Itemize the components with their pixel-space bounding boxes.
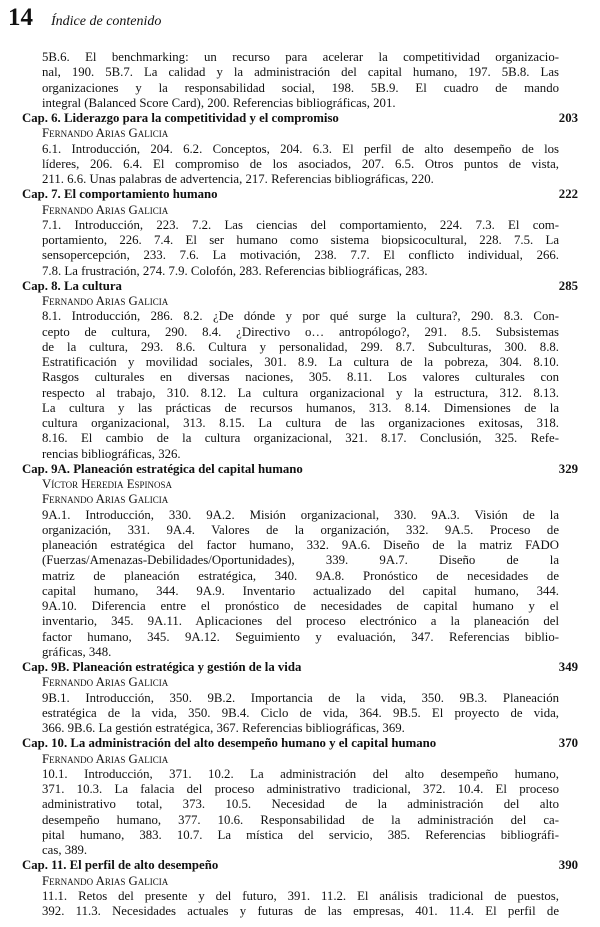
chapter-heading — [22, 736, 578, 751]
chapter-page-number: 349 — [558, 660, 578, 674]
chapter-title: Cap. 9A. Planeación estratégica del capital humano — [22, 461, 303, 476]
toc-entry-line: administrativo total, 373. 10.5. Necesidad de la administración del alto — [42, 797, 559, 812]
toc-entry-line: sensopercepción, 233. 7.6. La motivación, 238. 7.7. El conflicto individual, 266. — [42, 248, 559, 263]
toc-entry-line: organizaciones y la responsabilidad social, 198. 5B.9. El cuadro de mando — [42, 80, 559, 95]
toc-entry-line: 9A.1. Introducción, 330. 9A.2. Misión organizacional, 330. 9A.3. Visión de la — [42, 507, 559, 522]
toc-entry-line: rencias bibliográficas, 326. — [42, 446, 181, 461]
toc-entry-line: de la cultura, 293. 8.6. Cultura y personalidad, 299. 8.7. Subculturas, 300. 8.8. — [42, 339, 559, 354]
chapter-author: Fernando Arias Galicia — [42, 294, 169, 308]
toc-entry-line: 8.16. El cambio de la cultura organizacional, 321. 8.17. Conclusión, 325. Refe- — [42, 431, 559, 446]
toc-entry-line: 8.1. Introducción, 286. 8.2. ¿De dónde y por qué surge la cultura?, 290. 8.3. Con- — [42, 309, 559, 324]
chapter-page-number: 285 — [558, 278, 578, 293]
chapter-author: Fernando Arias Galicia — [42, 675, 169, 690]
toc-entry-line: portamiento, 226. 7.4. El ser humano como sistema biopsicocultural, 228. 7.5. La — [42, 233, 559, 247]
toc-entry-line: líderes, 206. 6.4. El compromiso de los asociados, 207. 6.5. Otros puntos de vista, — [42, 156, 559, 171]
toc-entry-line: 211. 6.6. Unas palabras de advertencia, 217. Referencias bibliográficas, 220. — [42, 172, 434, 186]
chapter-title: Cap. 10. La administración del alto desempeño humano y el capital humano — [22, 736, 437, 751]
toc-entry-line: 371. 10.3. La falacia del proceso administrativo tradicional, 372. 10.4. El proceso — [42, 782, 559, 796]
chapter-heading — [22, 462, 578, 477]
toc-entry-line: desempeño humano, 377. 10.6. Responsabilidad de la administración del ca- — [42, 812, 559, 827]
toc-entry-line: 9A.10. Diferencia entre el pronóstico de necesidades de capital humano y el — [42, 599, 559, 613]
chapter-title: Cap. 8. La cultura — [22, 278, 122, 293]
toc-entry-line: 7.1. Introducción, 223. 7.2. Las ciencias del comportamiento, 224. 7.3. El com- — [42, 217, 559, 232]
chapter-heading — [22, 660, 578, 675]
toc-entry-line: inventario, 345. 9A.11. Aplicaciones del proceso electrónico a la planeación del — [42, 614, 559, 629]
chapter-title: Cap. 9B. Planeación estratégica y gestión de la vida — [22, 660, 302, 674]
toc-entry-line: Estratificación y movilidad sociales, 301. 8.9. La cultura de la pobreza, 304. 8.10. — [42, 355, 559, 369]
chapter-heading — [22, 111, 578, 126]
toc-entry-line: factor humano, 345. 9A.12. Seguimiento y evaluación, 347. Referencias biblio- — [42, 629, 559, 644]
chapter-author: Fernando Arias Galicia — [42, 202, 169, 217]
toc-entry-line: 11.1. Retos del presente y del futuro, 391. 11.2. El análisis tradicional de puestos, — [42, 888, 559, 903]
toc-entry-line: planeación estratégica del factor humano, 332. 9A.6. Diseño de la matriz FADO — [42, 538, 559, 552]
chapter-heading — [22, 858, 578, 873]
chapter-title: Cap. 11. El perfil de alto desempeño — [22, 858, 219, 873]
toc-entry-line: 366. 9B.6. La gestión estratégica, 367. Referencias bibliográficas, 369. — [42, 721, 405, 735]
toc-entry-line: cas, 389. — [42, 843, 88, 857]
toc-entry-line: 5B.6. El benchmarking: un recurso para acelerar la competitividad organizacio- — [42, 50, 559, 64]
toc-entry-line: capital humano, 344. 9A.9. Inventario actualizado del capital humano, 344. — [42, 583, 559, 598]
toc-entry-line: La cultura y las prácticas de recursos humanos, 313. 8.14. Dimensiones de la — [42, 400, 559, 415]
chapter-author: Víctor Heredia Espinosa — [42, 477, 173, 491]
chapter-title: Cap. 6. Liderazgo para la competitividad y el compromiso — [22, 111, 339, 125]
toc-entry-line: matriz de planeación estratégica, 340. 9A.8. Pronóstico de necesidades de — [42, 568, 559, 583]
toc-entry-line: 392. 11.3. Necesidades actuales y futuras de las empresas, 401. 11.4. El perfil de — [42, 904, 559, 918]
toc-entry-line: 6.1. Introducción, 204. 6.2. Conceptos, 204. 6.3. El perfil de alto desempeño de los — [42, 141, 559, 156]
toc-entry-line: 9B.1. Introducción, 350. 9B.2. Importancia de la vida, 350. 9B.3. Planeación — [42, 690, 559, 705]
table-of-contents — [0, 50, 600, 919]
chapter-page-number: 390 — [558, 858, 578, 873]
running-title: Índice de contenido — [51, 14, 162, 29]
toc-entry-line: organización, 331. 9A.4. Valores de la organización, 332. 9A.5. Proceso de — [42, 522, 559, 537]
running-header — [8, 4, 161, 34]
toc-entry-line: cultura organizacional, 313. 8.15. La cultura de las organizaciones exitosas, 318. — [42, 416, 559, 430]
toc-entry-line: pital humano, 383. 10.7. La mística del servicio, 385. Referencias bibliográfi- — [42, 827, 559, 842]
toc-entry-line: 7.8. La frustración, 274. 7.9. Colofón, 283. Referencias bibliográficas, 283. — [42, 263, 428, 278]
chapter-page-number: 203 — [558, 111, 578, 125]
chapter-page-number: 329 — [558, 461, 578, 476]
chapter-heading — [22, 279, 578, 294]
toc-entry-line: nal, 190. 5B.7. La calidad y la administración del capital humano, 197. 5B.8. Las — [42, 65, 559, 80]
chapter-author: Fernando Arias Galicia — [42, 873, 169, 888]
toc-entry-line: Rasgos culturales en diversas naciones, 305. 8.11. Los valores culturales con — [42, 370, 559, 385]
toc-entry-line: integral (Balanced Score Card), 200. Referencias bibliográficas, 201. — [42, 95, 396, 110]
chapter-heading — [22, 187, 578, 202]
chapter-author: Fernando Arias Galicia — [42, 126, 169, 141]
toc-entry-line: estratégica de la vida, 350. 9B.4. Ciclo de vida, 364. 9B.5. El proyecto de vida, — [42, 705, 559, 720]
toc-entry-line: 10.1. Introducción, 371. 10.2. La administración del alto desempeño humano, — [42, 766, 559, 781]
chapter-author: Fernando Arias Galicia — [42, 492, 169, 507]
chapter-page-number: 222 — [558, 187, 578, 202]
toc-entry-line: respecto al trabajo, 310. 8.12. La cultura organizacional y la estructura, 312. 8.13. — [42, 385, 559, 400]
chapter-title: Cap. 7. El comportamiento humano — [22, 187, 218, 202]
toc-entry-line: (Fuerzas/Amenazas-Debilidades/Oportunidades), 339. 9A.7. Diseño de la — [42, 553, 559, 568]
chapter-page-number: 370 — [558, 736, 578, 751]
toc-entry-line: gráficas, 348. — [42, 644, 112, 659]
toc-entry-line: cepto de cultura, 290. 8.4. ¿Directivo o… antropólogo?, 291. 8.5. Subsistemas — [42, 324, 559, 339]
page-number: 14 — [8, 4, 33, 31]
chapter-author: Fernando Arias Galicia — [42, 751, 169, 766]
